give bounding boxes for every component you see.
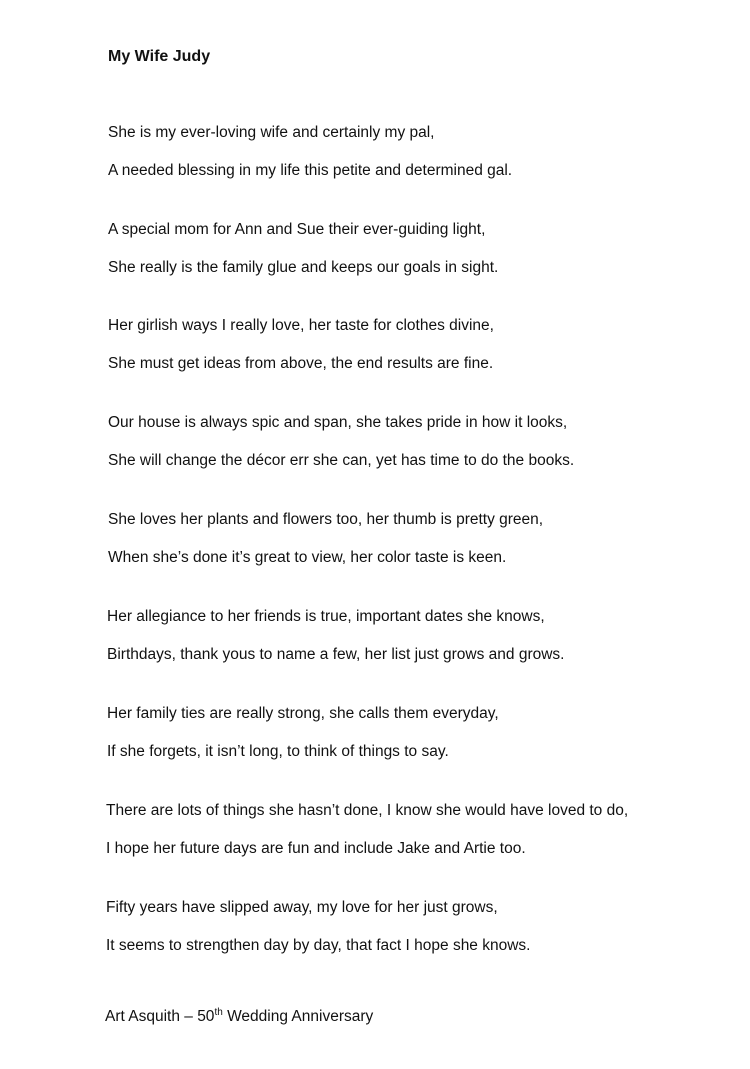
signature	[105, 1008, 373, 1026]
stanza-line: A needed blessing in my life this petite and determined gal.	[108, 162, 513, 179]
stanza-line: There are lots of things she hasn’t done, I know she would have loved to do,	[106, 802, 629, 819]
stanza-6	[107, 607, 727, 665]
stanza-2	[108, 220, 728, 278]
stanza-line: She really is the family glue and keeps our goals in sight.	[108, 259, 499, 276]
stanza-1	[108, 123, 728, 181]
poem-title: My Wife Judy	[108, 48, 211, 65]
stanza-line: Her allegiance to her friends is true, important dates she knows,	[107, 608, 545, 625]
stanza-line: Our house is always spic and span, she takes pride in how it looks,	[108, 414, 568, 431]
stanza-9	[106, 898, 726, 956]
stanza-line: Birthdays, thank yous to name a few, her list just grows and grows.	[107, 646, 565, 663]
stanza-7	[107, 704, 727, 762]
stanza-line: She must get ideas from above, the end results are fine.	[108, 355, 494, 372]
stanza-4	[108, 413, 728, 471]
stanza-line: She loves her plants and flowers too, her thumb is pretty green,	[108, 511, 544, 528]
stanza-line: I hope her future days are fun and include Jake and Artie too.	[106, 840, 526, 857]
stanza-line: It seems to strengthen day by day, that fact I hope she knows.	[106, 937, 531, 954]
stanza-line: A special mom for Ann and Sue their ever-guiding light,	[108, 221, 486, 238]
stanza-line: She will change the décor err she can, yet has time to do the books.	[108, 452, 575, 469]
stanza-3	[108, 316, 728, 374]
ordinal-suffix: th	[214, 1006, 223, 1018]
stanza-line: If she forgets, it isn’t long, to think of things to say.	[107, 743, 449, 760]
stanza-line: She is my ever-loving wife and certainly my pal,	[108, 124, 435, 141]
stanza-5	[108, 510, 728, 568]
stanza-line: Her girlish ways I really love, her taste for clothes divine,	[108, 317, 494, 334]
signature-occasion: Wedding Anniversary	[222, 1008, 374, 1025]
signature-author: Art Asquith – 50	[105, 1008, 215, 1025]
stanza-line: Her family ties are really strong, she calls them everyday,	[107, 705, 499, 722]
stanza-8	[106, 801, 726, 859]
stanza-line: When she’s done it’s great to view, her color taste is keen.	[108, 549, 507, 566]
stanza-line: Fifty years have slipped away, my love for her just grows,	[106, 899, 498, 916]
